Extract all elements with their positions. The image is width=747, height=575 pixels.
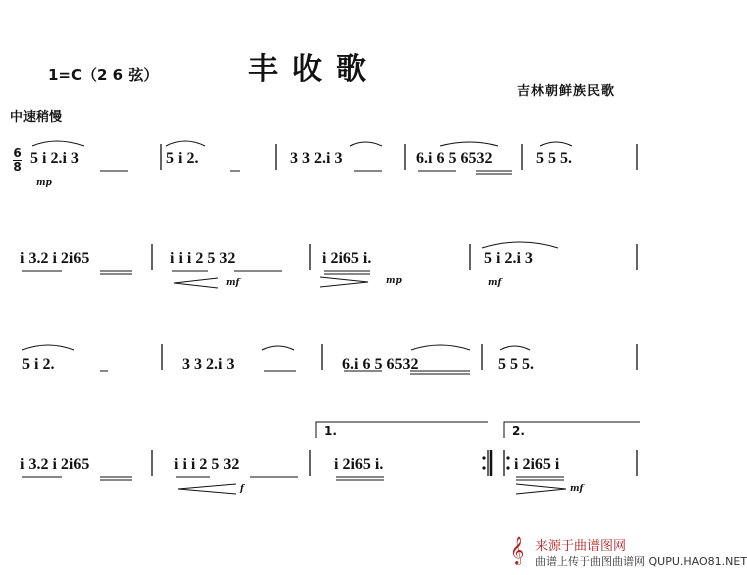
measure-2-3: i 2i65 i. [322, 250, 372, 267]
watermark-line-1: 来源于曲谱图网 [535, 539, 627, 554]
dynamic-mp: mp [386, 276, 402, 286]
dynamic-f: f [240, 484, 244, 494]
measure-1-1: 5 i 2.i 3 [30, 150, 79, 167]
measure-2-1: i 3.2 i 2i65 [20, 250, 90, 267]
dynamic-mf: mf [488, 278, 502, 288]
tempo-marking: 中速稍慢 [10, 110, 63, 125]
measure-4-4: i 2i65 i [514, 456, 560, 473]
measure-3-1: 5 i 2. [22, 356, 55, 373]
key-signature: 1=C（2 6 弦） [48, 66, 159, 84]
beams [22, 171, 564, 480]
slurs [22, 141, 572, 350]
measure-2-2: i i i 2 5 32 [170, 250, 236, 267]
repeat-dots [482, 456, 509, 469]
volta-brackets [316, 422, 640, 438]
measure-3-3: 6.i 6 5 6532 [342, 356, 419, 373]
barlines [152, 144, 637, 476]
first-ending-label: 1. [324, 424, 337, 438]
dynamic-mp: mp [36, 178, 52, 188]
measure-3-2: 3 3 2.i 3 [182, 356, 235, 373]
measure-1-3: 3 3 2.i 3 [290, 150, 343, 167]
measure-4-2: i i i 2 5 32 [174, 456, 240, 473]
dynamic-mf: mf [570, 484, 584, 494]
watermark-line-2: 曲谱上传于曲图曲谱网 QUPU.HAO81.NET [535, 555, 747, 568]
time-signature-top: 6 [13, 146, 22, 160]
time-signature-bottom: 8 [13, 160, 22, 174]
measure-1-2: 5 i 2. [166, 150, 199, 167]
song-title: 丰收歌 [248, 52, 380, 87]
treble-clef-icon: 𝄞 [510, 536, 525, 564]
measure-4-3: i 2i65 i. [334, 456, 384, 473]
measure-1-5: 5 5 5. [536, 150, 572, 167]
measure-3-4: 5 5 5. [498, 356, 534, 373]
song-origin: 吉林朝鲜族民歌 [517, 84, 616, 99]
measure-4-1: i 3.2 i 2i65 [20, 456, 90, 473]
measure-1-4: 6.i 6 5 6532 [416, 150, 493, 167]
dynamic-mf: mf [226, 278, 240, 288]
measure-2-4: 5 i 2.i 3 [484, 250, 533, 267]
second-ending-label: 2. [512, 424, 525, 438]
